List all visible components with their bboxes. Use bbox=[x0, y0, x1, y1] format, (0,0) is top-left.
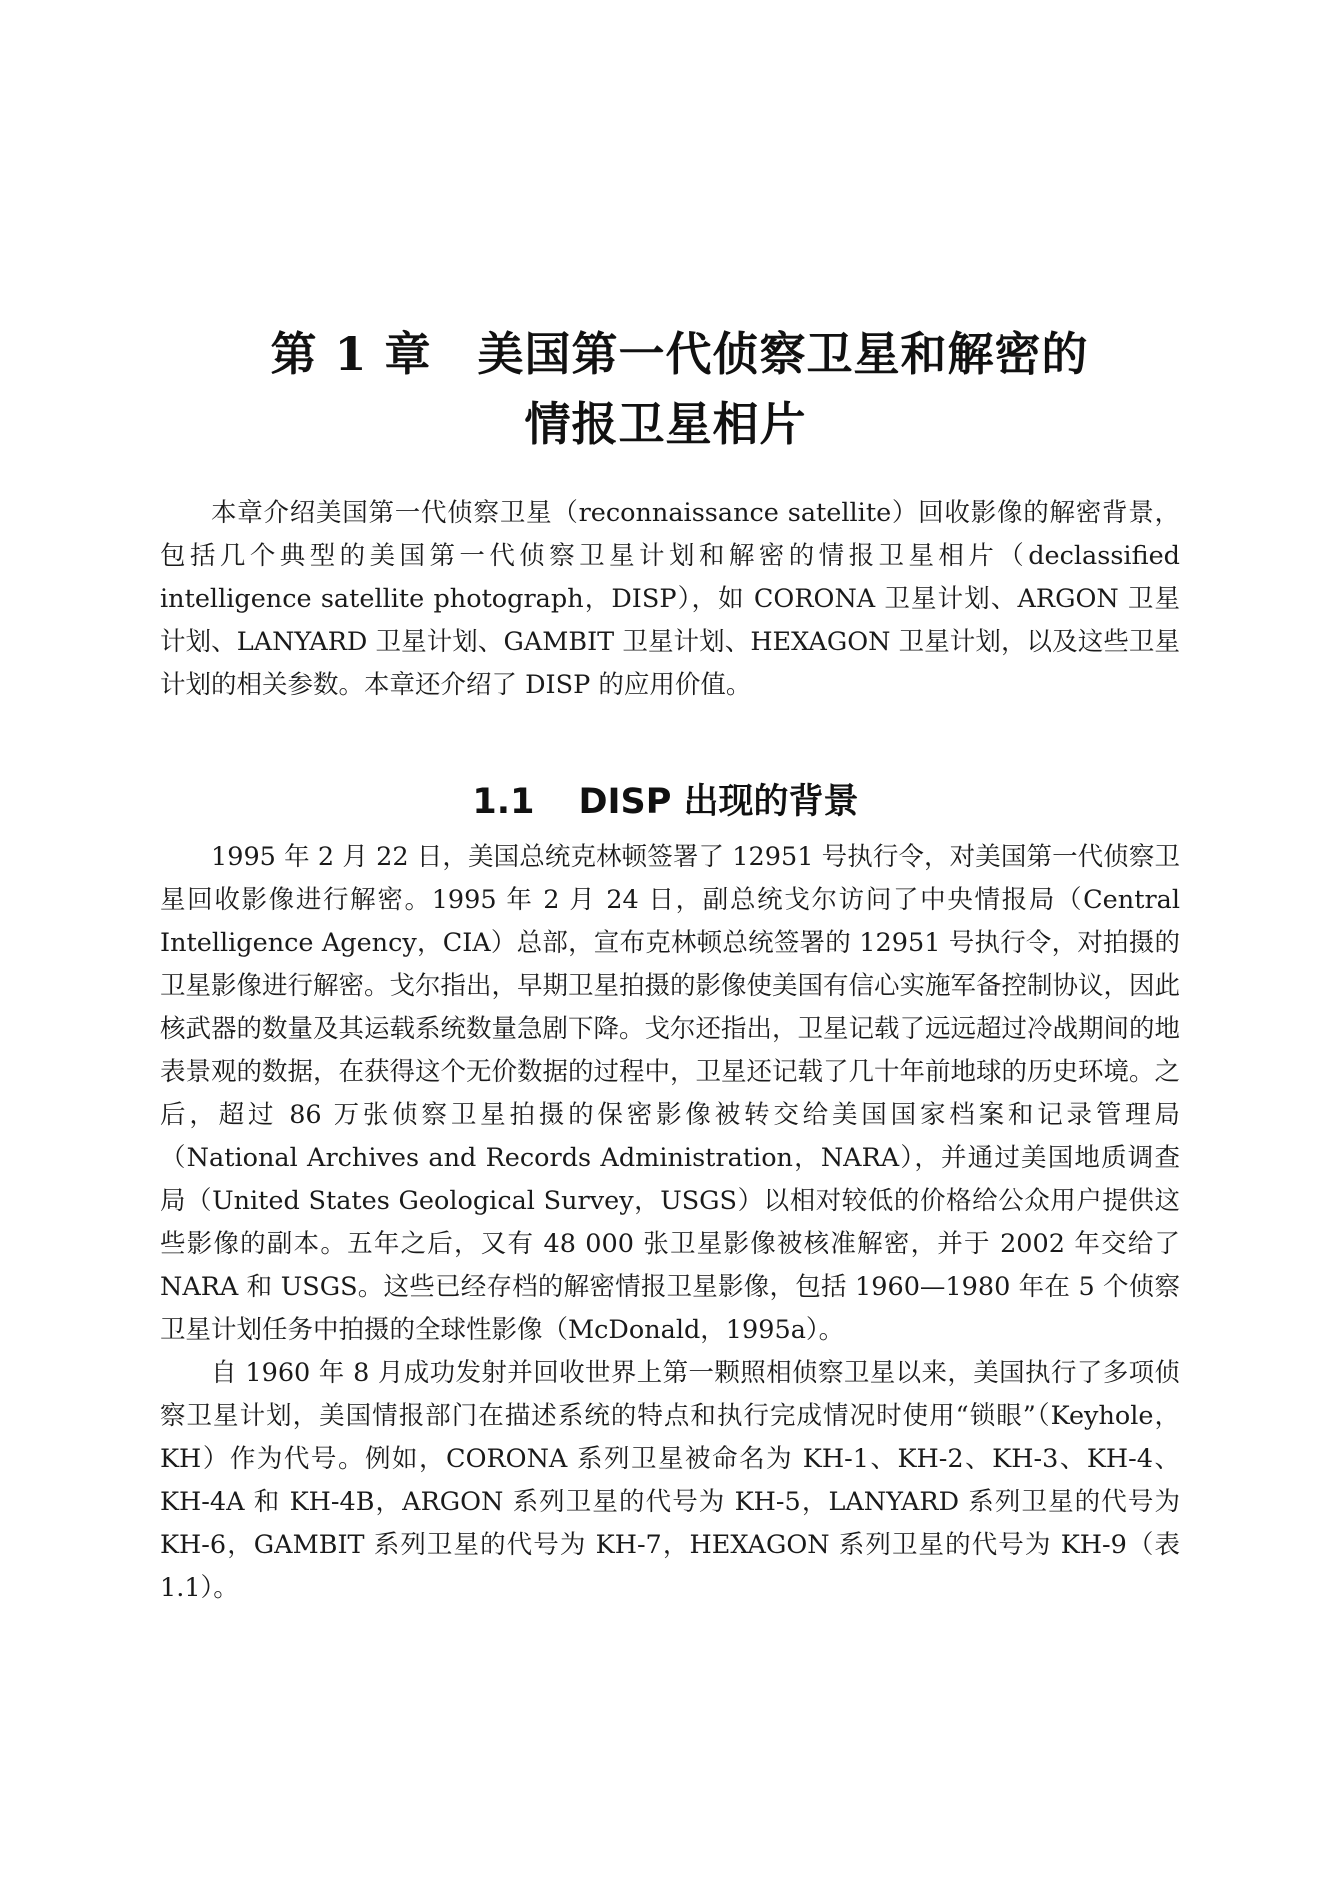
chapter-intro bbox=[160, 492, 1180, 707]
body-paragraph: 自 1960 年 8 月成功发射并回收世界上第一颗照相侦察卫星以来，美国执行了多项侦察卫星计划，美国情报部门在描述系统的特点和执行完成情况时使用“锁眼”（Keyhole，KH）作为代号。例如，CORONA 系列卫星被命名为 KH-1、KH-2、KH-3、KH-4、KH-4A 和 KH-4B，ARGON 系列卫星的代号为 KH-5，LANYARD 系列卫星的代号为 KH-6，GAMBIT 系列卫星的代号为 KH-7，HEXAGON 系列卫星的代号为 KH-9（表 1.1）。 bbox=[160, 1358, 1180, 1603]
body-paragraph: 1995 年 2 月 22 日，美国总统克林顿签署了 12951 号执行令，对美国第一代侦察卫星回收影像进行解密。1995 年 2 月 24 日，副总统戈尔访问了中央情报局（Central Intelligence Agency，CIA）总部，宣布克林顿总统签署的 12951 号执行令，对拍摄的卫星影像进行解密。戈尔指出，早期卫星拍摄的影像使美国有信心实施军备控制协议，因此核武器的数量及其运载系统数量急剧下降。戈尔还指出，卫星记载了远远超过冷战期间的地表景观的数据，在获得这个无价数据的过程中，卫星还记载了几十年前地球的历史环境。之后，超过 86 万张侦察卫星拍摄的保密影像被转交给美国国家档案和记录管理局（National Archives and Records Administration，NARA），并通过美国地质调查局（United States Geological Survey，USGS）以相对较低的价格给公众用户提供这些影像的副本。五年之后，又有 48 000 张卫星影像被核准解密，并于 2002 年交给了 NARA 和 USGS。这些已经存档的解密情报卫星影像，包括 1960—1980 年在 5 个侦察卫星计划任务中拍摄的全球性影像（McDonald，1995a）。 bbox=[160, 842, 1181, 1345]
section-title: DISP 出现的背景 bbox=[578, 782, 859, 823]
intro-paragraph: 本章介绍美国第一代侦察卫星（reconnaissance satellite）回收影像的解密背景，包括几个典型的美国第一代侦察卫星计划和解密的情报卫星相片（declassified intelligence satellite photograph，DISP），如 CORONA 卫星计划、ARGON 卫星计划、LANYARD 卫星计划、GAMBIT 卫星计划、HEXAGON 卫星计划，以及这些卫星计划的相关参数。本章还介绍了 DISP 的应用价值。 bbox=[160, 498, 1180, 700]
section-number: 1.1 bbox=[472, 782, 535, 823]
chapter-title-text: 美国第一代侦察卫星和解密的 bbox=[477, 326, 1089, 381]
chapter-title-line1 bbox=[0, 319, 1331, 389]
chapter-number: 第 1 章 bbox=[270, 326, 432, 381]
chapter-title-line2: 情报卫星相片 bbox=[524, 396, 807, 451]
section-heading bbox=[0, 777, 1331, 827]
chapter-title bbox=[0, 319, 1331, 459]
section-body bbox=[160, 836, 1180, 1610]
